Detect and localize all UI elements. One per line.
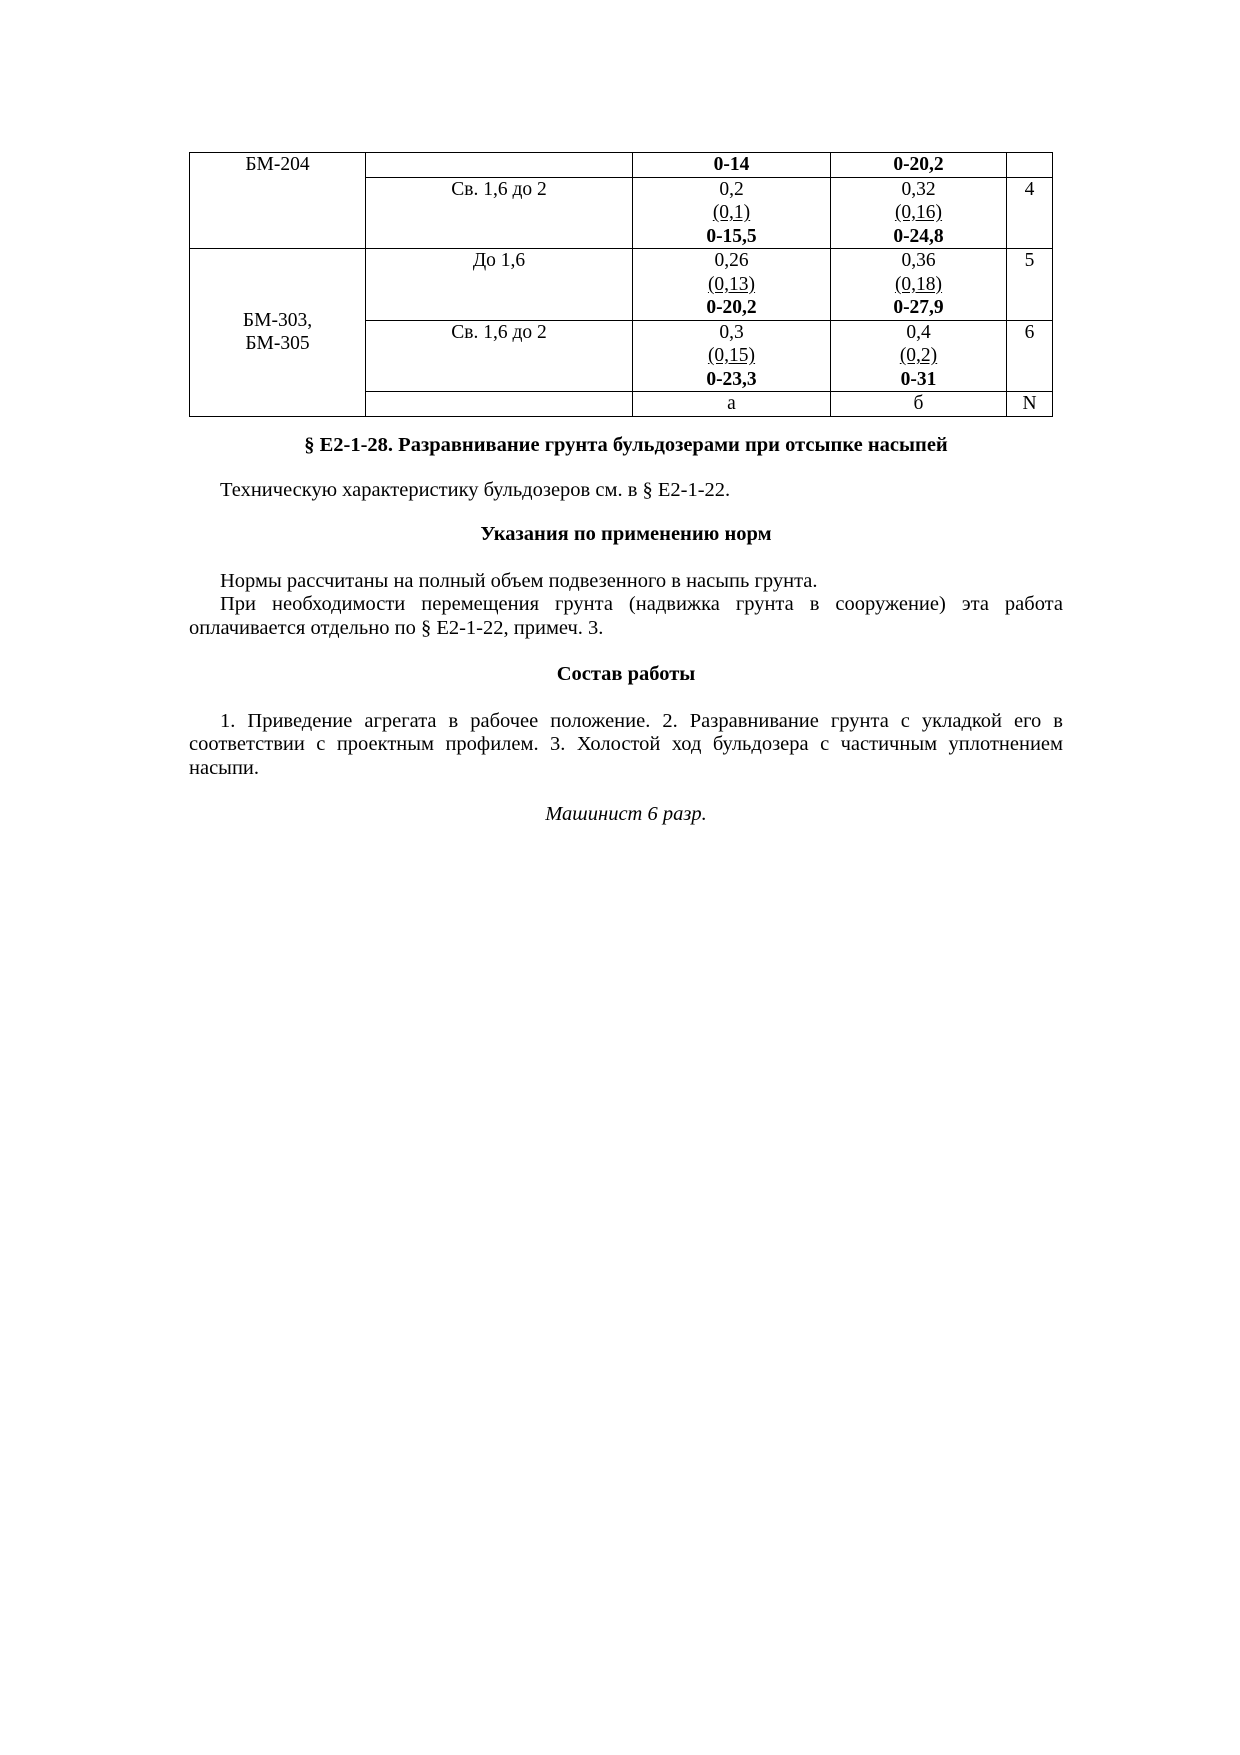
rate-value: 0-31 xyxy=(900,368,937,390)
machine-norm: (0,1) xyxy=(712,202,751,223)
machine-norm: (0,13) xyxy=(707,273,756,295)
section-heading: § Е2-1-28. Разравнивание грунта бульдозерами при отсыпке насыпей xyxy=(304,434,948,456)
machine-label: БМ-305 xyxy=(245,333,310,355)
row-number: 6 xyxy=(1024,321,1035,343)
norm-cell-b xyxy=(831,249,1007,321)
norm-cell-a xyxy=(633,249,831,321)
depth-label: До 1,6 xyxy=(472,250,526,271)
time-norm: 0,36 xyxy=(901,250,936,271)
time-norm: 0,4 xyxy=(906,321,931,343)
norm-cell-a xyxy=(633,177,831,249)
rate-value: 0-14 xyxy=(713,154,750,175)
rate-value: 0-27,9 xyxy=(893,297,944,318)
row-number: 4 xyxy=(1024,178,1035,200)
paragraph: Нормы рассчитаны на полный объем подвезенного в насыпь грунта. xyxy=(220,569,818,592)
row-number-cell xyxy=(1007,177,1053,249)
row-number: 5 xyxy=(1024,250,1035,271)
norm-cell-b xyxy=(831,177,1007,249)
time-norm: 0,2 xyxy=(719,178,744,200)
time-norm: 0,3 xyxy=(719,321,744,343)
machine-norm: (0,16) xyxy=(894,202,943,223)
depth-cell xyxy=(366,177,633,249)
column-letter: а xyxy=(727,393,736,414)
row-number-cell xyxy=(1007,320,1053,392)
column-letter-cell xyxy=(1007,392,1053,417)
rate-value: 0-20,2 xyxy=(893,154,944,175)
machine-label: БМ-303, xyxy=(242,309,313,331)
column-letter-cell xyxy=(633,392,831,417)
rate-value: 0-24,8 xyxy=(893,225,944,247)
machine-norm: (0,2) xyxy=(899,345,938,366)
empty-cell xyxy=(366,392,633,417)
subheading: Указания по применению норм xyxy=(480,523,772,545)
time-norm: 0,26 xyxy=(714,250,749,271)
norm-cell-a xyxy=(633,153,831,178)
norm-cell-b xyxy=(831,320,1007,392)
paragraph: При необходимости перемещения грунта (надвижка грунта в сооружение) эта работа оплачивается отдельно по § Е2-1-22, примеч. 3. xyxy=(189,593,1063,639)
machine-norm: (0,18) xyxy=(894,273,943,295)
paragraph: Техническую характеристику бульдозеров см. в § Е2-1-22. xyxy=(220,478,731,501)
depth-cell xyxy=(366,249,633,321)
depth-label: Св. 1,6 до 2 xyxy=(451,178,547,200)
empty-cell xyxy=(366,153,633,178)
worker-grade: Машинист 6 разр. xyxy=(545,803,707,825)
norm-cell-a xyxy=(633,320,831,392)
rate-value: 0-15,5 xyxy=(706,225,757,247)
table-row xyxy=(190,153,1053,178)
rate-value: 0-20,2 xyxy=(706,297,757,318)
depth-label: Св. 1,6 до 2 xyxy=(451,321,547,343)
machine-norm: (0,15) xyxy=(707,345,756,366)
machine-cell xyxy=(190,249,366,417)
machine-cell xyxy=(190,153,366,249)
machine-label: БМ-204 xyxy=(245,154,310,175)
column-letter-cell xyxy=(831,392,1007,417)
column-letter: б xyxy=(913,393,924,414)
subheading: Состав работы xyxy=(556,663,696,685)
row-number-cell xyxy=(1007,249,1053,321)
section-body xyxy=(189,434,1063,827)
norms-table xyxy=(189,152,1053,417)
empty-cell xyxy=(1007,153,1053,178)
rate-value: 0-23,3 xyxy=(706,368,757,390)
column-letter: N xyxy=(1022,393,1037,414)
paragraph: 1. Приведение агрегата в рабочее положение. 2. Разравнивание грунта с укладкой его в соответствии с проектным профилем. 3. Холостой ход бульдозера с частичным уплотнением насыпи. xyxy=(189,709,1063,779)
depth-cell xyxy=(366,320,633,392)
time-norm: 0,32 xyxy=(901,178,936,200)
table-row xyxy=(190,249,1053,321)
norm-cell-b xyxy=(831,153,1007,178)
